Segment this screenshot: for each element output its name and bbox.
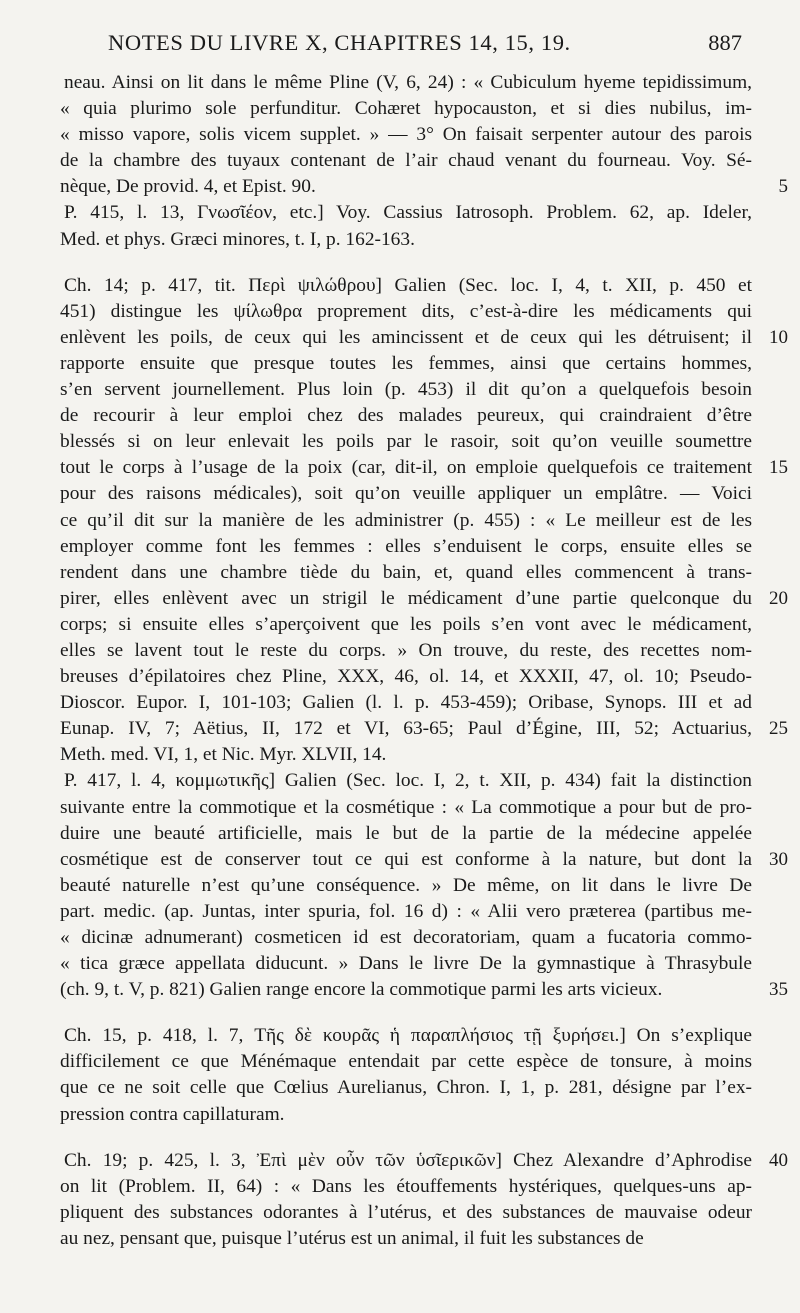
page-body xyxy=(60,70,788,1252)
note-paragraph xyxy=(60,768,788,1003)
text-line xyxy=(60,847,788,873)
line-number: 20 xyxy=(769,587,788,609)
line-text: neau. Ainsi on lit dans le même Pline (V, 6, 24) : « Cubiculum hyeme tepidissimum, xyxy=(64,72,752,93)
paragraph-gap xyxy=(60,1003,752,1023)
text-line xyxy=(60,200,752,226)
note-paragraph xyxy=(60,70,788,200)
line-text: de recourir à leur emploi chez des malades peureux, qui craindraient d’être xyxy=(60,405,752,427)
line-number: 30 xyxy=(769,848,788,870)
line-number: 25 xyxy=(769,718,788,740)
line-text: duire une beauté artificielle, mais le but de la partie de la médecine appelée xyxy=(60,822,752,844)
text-line xyxy=(60,455,788,481)
paragraph-gap xyxy=(60,253,752,273)
line-text: tout le corps à l’usage de la poix (car, dit-il, on emploie quelquefois ce traitement xyxy=(60,457,752,479)
line-text: au nez, pensant que, puisque l’utérus est un animal, il fuit les substances de xyxy=(60,1227,644,1249)
text-line xyxy=(60,1023,752,1049)
page-number: 887 xyxy=(708,30,742,55)
line-text: Ch. 14; p. 417, tit. Περὶ ψιλώθρου] Galien (Sec. loc. I, 4, t. XII, p. 450 et xyxy=(64,274,752,296)
line-text: (ch. 9, t. V, p. 821) Galien range encore la commotique parmi les arts vicieux. xyxy=(60,979,663,1001)
line-text: enlèvent les poils, de ceux qui les amincissent et de ceux qui les détruisent; il xyxy=(60,326,752,348)
line-text: beauté naturelle n’est qu’une conséquence. » De même, on lit dans le livre De xyxy=(60,874,752,896)
line-text: suivante entre la commotique et la cosmétique : « La commotique a pour but de pro- xyxy=(60,796,752,818)
line-text: Meth. med. VI, 1, et Nic. Myr. XLVII, 14. xyxy=(60,744,387,766)
line-number: 5 xyxy=(778,176,788,198)
text-line xyxy=(60,768,752,794)
text-line xyxy=(60,690,752,716)
text-line xyxy=(60,1049,752,1075)
line-text: 451) distingue les ψίλωθρα proprement dits, c’est-à-dire les médicaments qui xyxy=(60,300,752,322)
text-line xyxy=(60,586,788,612)
line-text: « tica græce appellata diducunt. » Dans le livre De la gymnastique à Thrasybule xyxy=(60,953,752,975)
text-line xyxy=(60,325,788,351)
paragraph-gap xyxy=(60,1128,752,1148)
text-line xyxy=(60,742,752,768)
text-line xyxy=(60,612,752,638)
text-line xyxy=(60,795,752,821)
line-text: part. medic. (ap. Juntas, inter spuria, fol. 16 d) : « Alii vero præterea (partibus me- xyxy=(60,900,752,922)
note-paragraph xyxy=(60,273,788,769)
line-text: Med. et phys. Græci minores, t. I, p. 162-163. xyxy=(60,228,415,250)
line-text: breuses d’épilatoires chez Pline, XXX, 46, ol. 14, et XXXII, 47, ol. 10; Pseudo- xyxy=(60,666,752,688)
text-line xyxy=(60,429,752,455)
line-text: ce qu’il dit sur la manière de les administrer (p. 455) : « Le meilleur est de les xyxy=(60,509,752,531)
line-text: P. 417, l. 4, κομμωτικῆς] Galien (Sec. loc. I, 2, t. XII, p. 434) fait la distinction xyxy=(64,770,752,792)
line-text: Ch. 19; p. 425, l. 3, Ἐπὶ μὲν οὖν τῶν ὑσῖερικῶν] Chez Alexandre d’Aphrodise xyxy=(64,1149,752,1171)
text-line xyxy=(60,534,752,560)
text-line xyxy=(60,351,752,377)
running-title: NOTES DU LIVRE X, CHAPITRES 14, 15, 19. xyxy=(108,30,571,55)
line-text: Dioscor. Eupor. I, 101-103; Galien (l. l. p. 453-459); Oribase, Synops. III et ad xyxy=(60,692,752,714)
text-line xyxy=(60,560,752,586)
line-text: Eunap. IV, 7; Aëtius, II, 172 et VI, 63-65; Paul d’Égine, III, 52; Actuarius, xyxy=(60,718,752,740)
line-text: de la chambre des tuyaux contenant de l’air chaud venant du fourneau. Voy. Sé- xyxy=(60,150,752,172)
line-text: employer comme font les femmes : elles s’enduisent le corps, ensuite elles se xyxy=(60,535,752,557)
line-text: « dicinæ adnumerant) cosmeticen id est decoratoriam, quam a fucatoria commo- xyxy=(60,927,752,948)
note-paragraph xyxy=(60,1023,752,1127)
line-number: 15 xyxy=(769,457,788,479)
line-text: P. 415, l. 13, Γνωσῖέον, etc.] Voy. Cassius Iatrosoph. Problem. 62, ap. Ideler, xyxy=(64,202,752,224)
text-line xyxy=(60,1174,752,1200)
line-text: pliquent des substances odorantes à l’utérus, et des substances de mauvaise odeur xyxy=(60,1201,752,1223)
text-line xyxy=(60,70,752,96)
text-line xyxy=(60,1200,752,1226)
line-text: pour des raisons médicales), soit qu’on veuille appliquer un emplâtre. — Voici xyxy=(60,483,752,505)
line-text: « quia plurimo sole perfunditur. Cohæret hypocauston, et si dies nubilus, im- xyxy=(60,98,752,120)
line-text: pirer, elles enlèvent avec un strigil le médicament d’une partie quelconque du xyxy=(60,587,752,609)
line-text: nèque, De provid. 4, et Epist. 90. xyxy=(60,176,316,198)
text-line xyxy=(60,377,752,403)
text-line xyxy=(60,481,752,507)
line-number: 10 xyxy=(769,326,788,348)
line-text: pression contra capillaturam. xyxy=(60,1103,285,1125)
line-text: on lit (Problem. II, 64) : « Dans les étouffements hystériques, quelques-uns ap- xyxy=(60,1175,752,1197)
text-line xyxy=(60,873,752,899)
text-line xyxy=(60,821,752,847)
line-text: « misso vapore, solis vicem supplet. » — 3° On faisait serpenter autour des parois xyxy=(60,124,752,146)
text-line xyxy=(60,899,752,925)
line-text: rendent dans une chambre tiède du bain, et, quand elles commencent à trans- xyxy=(60,561,752,583)
text-line xyxy=(60,403,752,429)
text-line xyxy=(60,1102,752,1128)
line-number: 40 xyxy=(769,1149,788,1171)
text-line xyxy=(60,951,752,977)
line-text: blessés si on leur enlevait les poils par le rasoir, soit qu’on veuille soumettre xyxy=(60,431,752,453)
text-line xyxy=(60,299,752,325)
text-line xyxy=(60,1075,752,1101)
line-text: elles se lavent tout le reste du corps. » On trouve, du reste, des recettes nom- xyxy=(60,639,752,661)
note-paragraph xyxy=(60,200,752,252)
text-line xyxy=(60,96,752,122)
line-text: corps; si ensuite elles s’aperçoivent que les poils s’en vont avec le médicament, xyxy=(60,613,752,635)
line-text: cosmétique est de conserver tout ce qui est conforme à la nature, but dont la xyxy=(60,848,752,870)
text-line xyxy=(60,122,752,148)
text-line xyxy=(60,148,752,174)
line-text: s’en servent journellement. Plus loin (p. 453) il dit qu’on a quelquefois besoin xyxy=(60,379,752,401)
line-text: que ce ne soit celle que Cœlius Aurelianus, Chron. I, 1, p. 281, désigne par l’ex- xyxy=(60,1077,752,1099)
text-line xyxy=(60,638,752,664)
line-number: 35 xyxy=(769,979,788,1001)
running-head xyxy=(60,30,742,64)
text-line xyxy=(60,1148,788,1174)
text-line xyxy=(60,925,752,951)
line-text: rapporte ensuite que presque toutes les femmes, ainsi que certains hommes, xyxy=(60,352,752,374)
line-text: difficilement ce que Ménémaque entendait par cette espèce de tonsure, à moins xyxy=(60,1051,752,1073)
text-line xyxy=(60,227,752,253)
text-line xyxy=(60,1226,752,1252)
text-line xyxy=(60,174,788,200)
text-line xyxy=(60,977,788,1003)
text-line xyxy=(60,664,752,690)
text-line xyxy=(60,716,788,742)
line-text: Ch. 15, p. 418, l. 7, Τῆς δὲ κουρᾶς ἡ παραπλήσιος τῇ ξυρήσει.] On s’explique xyxy=(64,1025,752,1047)
text-line xyxy=(60,508,752,534)
text-line xyxy=(60,273,752,299)
note-paragraph xyxy=(60,1148,788,1252)
